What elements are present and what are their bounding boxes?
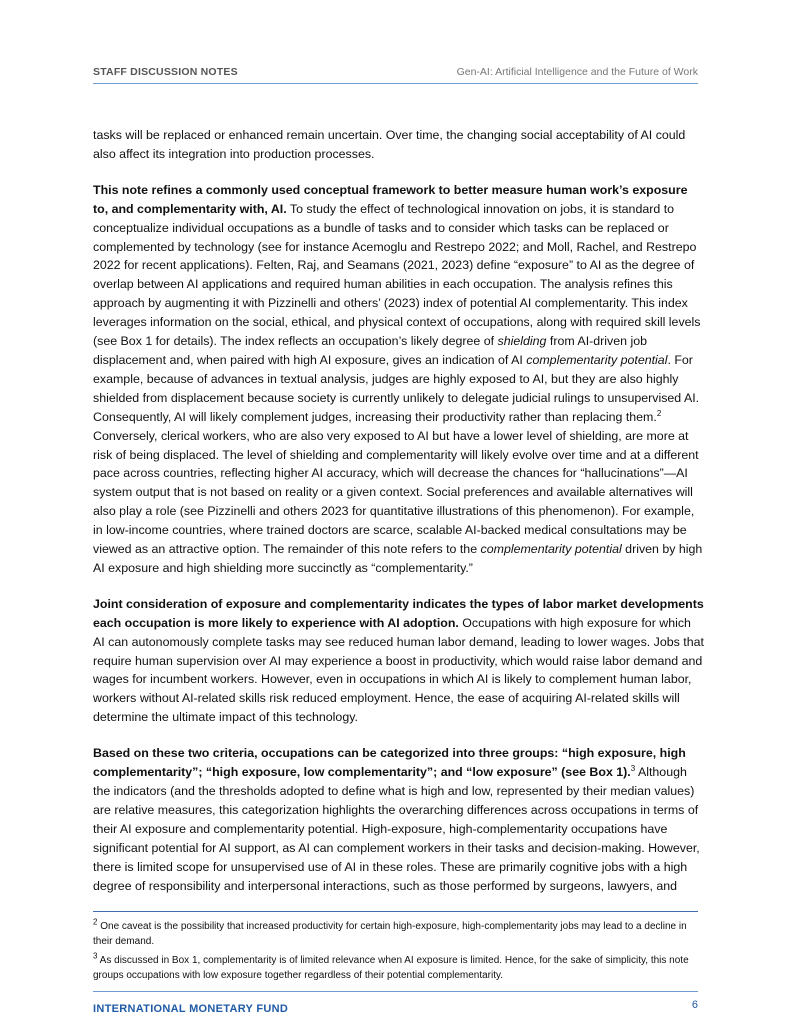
running-header bbox=[93, 64, 698, 84]
footnote-number: 3 bbox=[93, 952, 98, 962]
body-text bbox=[93, 126, 705, 895]
text: driven by high AI exposure and high shielding more succinctly as “complementarity.” bbox=[93, 542, 703, 575]
document-title: Gen-AI: Artificial Intelligence and the Future of Work bbox=[456, 66, 698, 78]
text: Although the indicators (and the thresholds adopted to define what is high and low, represented by their median values) are relative measures, this categorization highlights the overarching differences across occupations in terms of their AI exposure and complementarity potential. High-exposure, high-complementarity occupations have significant potential for AI support, as AI can complement workers in their tasks and decision-making. However, there is limited scope for unsupervised use of AI in these roles. These are primarily cognitive jobs with a high degree of responsibility and interpersonal interactions, such as those performed by surgeons, lawyers, and bbox=[93, 765, 700, 893]
footnote bbox=[93, 919, 698, 949]
emphasis: complementarity potential bbox=[526, 352, 668, 367]
emphasis: complementarity potential bbox=[480, 542, 622, 557]
running-footer bbox=[93, 991, 698, 1015]
footnote-text: One caveat is the possibility that increased productivity for certain high-exposure, high-complementarity jobs may lead to a decline in their demand. bbox=[93, 921, 687, 948]
paragraph bbox=[93, 181, 705, 578]
paragraph bbox=[93, 126, 705, 164]
lead-sentence: This note refines a commonly used conceptual framework to better measure human work’s exposure to, and complementarity with, AI. bbox=[93, 182, 688, 216]
lead-sentence: Joint consideration of exposure and complementarity indicates the types of labor market developments each occupation is more likely to experience with AI adoption. bbox=[93, 596, 704, 630]
footnotes bbox=[93, 911, 698, 987]
footnote-number: 2 bbox=[93, 918, 98, 928]
paragraph bbox=[93, 595, 705, 727]
page-number: 6 bbox=[691, 999, 698, 1012]
footnote-ref[interactable]: 3 bbox=[630, 763, 636, 773]
text: from AI-driven job displacement and, when paired with high AI exposure, gives an indication of AI bbox=[93, 334, 647, 367]
footnote-text: As discussed in Box 1, complementarity is of limited relevance when AI exposure is limited. Hence, for the sake of simplicity, this note groups occupations with low exposure together regardless of their potential complementarity. bbox=[93, 955, 689, 982]
text: To study the effect of technological innovation on jobs, it is standard to conceptualize individual occupations as a bundle of tasks and to consider which tasks can be replaced or complemented by technology (see for instance Acemoglu and Restrepo 2022; and Moll, Rachel, and Restrepo 2022 for recent applications). Felten, Raj, and Seamans (2021, 2023) define “exposure” to AI as the degree of overlap between AI applications and required human abilities in each occupation. The analysis refines this approach by augmenting it with Pizzinelli and others’ (2023) index of potential AI complementarity. This index leverages information on the social, ethical, and physical context of occupations, along with required skill levels (see Box 1 for details). The index reflects an occupation’s likely degree of bbox=[93, 201, 701, 349]
organization-name: INTERNATIONAL MONETARY FUND bbox=[93, 1003, 289, 1016]
emphasis: shielding bbox=[497, 334, 547, 349]
text: Occupations with high exposure for which AI can autonomously complete tasks may see reduced human labor demand, leading to lower wages. Jobs that require human supervision over AI may experience a boost in productivity, which would raise labor demand and wages for incumbent workers. However, even in occupations in which AI is likely to complement human labor, workers without AI-related skills risk reduced employment. Hence, the ease of acquiring AI-related skills will determine the ultimate impact of this technology. bbox=[93, 615, 704, 725]
text: Conversely, clerical workers, who are also very exposed to AI but have a lower level of shielding, are more at risk of being displaced. The level of shielding and complementarity will likely evolve over time and at a different pace across countries, reflecting higher AI accuracy, which will decrease the chances for “hallucinations”—AI system output that is not based on reality or a given context. Social preferences and available alternatives will also play a role (see Pizzinelli and others 2023 for quantitative illustrations of this phenomenon). For example, in low-income countries, where trained doctors are scarce, scalable AI-backed medical consultations may be viewed as an attractive option. The remainder of this note refers to the bbox=[93, 428, 699, 557]
lead-sentence: Based on these two criteria, occupations can be categorized into three groups: “high exposure, high complementarity”; “high exposure, low complementarity”; and “low exposure” (see Box 1). bbox=[93, 746, 686, 780]
footnote-ref[interactable]: 2 bbox=[656, 408, 662, 418]
text: tasks will be replaced or enhanced remain uncertain. Over time, the changing social acceptability of AI could also affect its integration into production processes. bbox=[93, 128, 686, 161]
footnote bbox=[93, 953, 698, 983]
series-title: STAFF DISCUSSION NOTES bbox=[93, 66, 238, 78]
text: . For example, because of advances in textual analysis, judges are highly exposed to AI, but they are also highly shielded from displacement because society is currently unlikely to delegate judicial rulings to unsupervised AI. Consequently, AI will likely complement judges, increasing their productivity rather than replacing them. bbox=[93, 352, 700, 424]
paragraph bbox=[93, 744, 705, 895]
